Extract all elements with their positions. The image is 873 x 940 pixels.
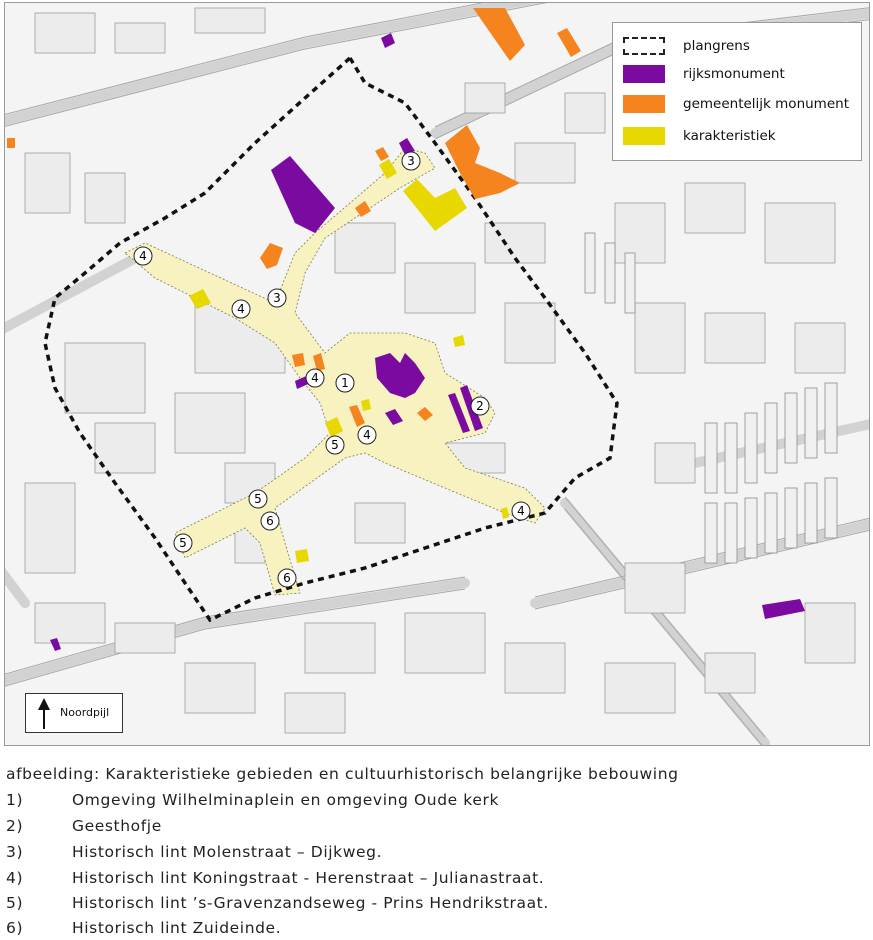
svg-text:5: 5 <box>179 536 187 550</box>
legend-item-rijksmonument <box>623 63 785 85</box>
svg-text:4: 4 <box>311 371 319 385</box>
zone-marker <box>249 490 267 508</box>
figure-caption: afbeelding: Karakteristieke gebieden en cultuurhistorisch belangrijke bebouwing <box>6 765 679 783</box>
zone-marker <box>134 247 152 265</box>
north-arrow-box <box>25 693 123 733</box>
row-housing <box>585 233 837 563</box>
list-item <box>6 869 544 887</box>
svg-text:6: 6 <box>266 514 274 528</box>
list-number: 2) <box>6 817 24 835</box>
svg-text:2: 2 <box>476 399 484 413</box>
list-item <box>6 843 382 861</box>
zone-marker <box>471 397 489 415</box>
svg-text:6: 6 <box>283 571 291 585</box>
list-text: Historisch lint Molenstraat – Dijkweg. <box>72 843 383 861</box>
map-legend <box>612 22 862 161</box>
svg-text:5: 5 <box>331 438 339 452</box>
list-number: 4) <box>6 869 24 887</box>
svg-text:5: 5 <box>254 492 262 506</box>
list-number: 5) <box>6 894 24 912</box>
list-text: Historisch lint Zuideinde. <box>72 919 282 937</box>
svg-text:4: 4 <box>363 428 371 442</box>
legend-item-karakteristiek <box>623 125 776 147</box>
list-text: Omgeving Wilhelminaplein en omgeving Oude kerk <box>72 791 500 809</box>
svg-text:4: 4 <box>517 504 525 518</box>
zone-marker <box>336 374 354 392</box>
legend-label: gemeentelijk monument <box>683 96 849 112</box>
list-item <box>6 817 162 835</box>
legend-label: rijksmonument <box>683 66 785 82</box>
list-text: Geesthofje <box>72 817 162 835</box>
zone-marker <box>268 289 286 307</box>
north-arrow-label: Noordpijl <box>60 706 110 719</box>
list-text: Historisch lint ’s-Gravenzandseweg - Prins Hendrikstraat. <box>72 894 549 912</box>
north-arrow-icon <box>34 696 54 732</box>
svg-text:3: 3 <box>407 154 415 168</box>
zone-marker <box>326 436 344 454</box>
legend-item-gemeentelijk-monument <box>623 93 849 115</box>
gemeentelijk-monument-swatch <box>623 95 665 113</box>
zone-marker <box>174 534 192 552</box>
zone-marker <box>232 300 250 318</box>
list-text: Historisch lint Koningstraat - Herenstraat – Julianastraat. <box>72 869 545 887</box>
list-number: 6) <box>6 919 24 937</box>
rijksmonument-swatch <box>623 65 665 83</box>
list-item <box>6 791 499 809</box>
zone-marker <box>358 426 376 444</box>
map-area <box>4 2 870 746</box>
characteristic-zones <box>125 148 545 595</box>
legend-item-plangrens <box>623 35 750 57</box>
zone-marker <box>402 152 420 170</box>
list-item <box>6 919 281 937</box>
list-number: 1) <box>6 791 24 809</box>
zone-marker <box>261 512 279 530</box>
legend-label: karakteristiek <box>683 128 776 144</box>
svg-text:4: 4 <box>139 249 147 263</box>
svg-text:3: 3 <box>273 291 281 305</box>
svg-text:1: 1 <box>341 376 349 390</box>
zone-marker <box>306 369 324 387</box>
zone-marker <box>512 502 530 520</box>
plangrens-swatch <box>623 37 665 55</box>
legend-label: plangrens <box>683 38 750 54</box>
zone-marker <box>278 569 296 587</box>
list-item <box>6 894 549 912</box>
karakteristiek-swatch <box>623 127 665 145</box>
svg-text:4: 4 <box>237 302 245 316</box>
list-number: 3) <box>6 843 24 861</box>
